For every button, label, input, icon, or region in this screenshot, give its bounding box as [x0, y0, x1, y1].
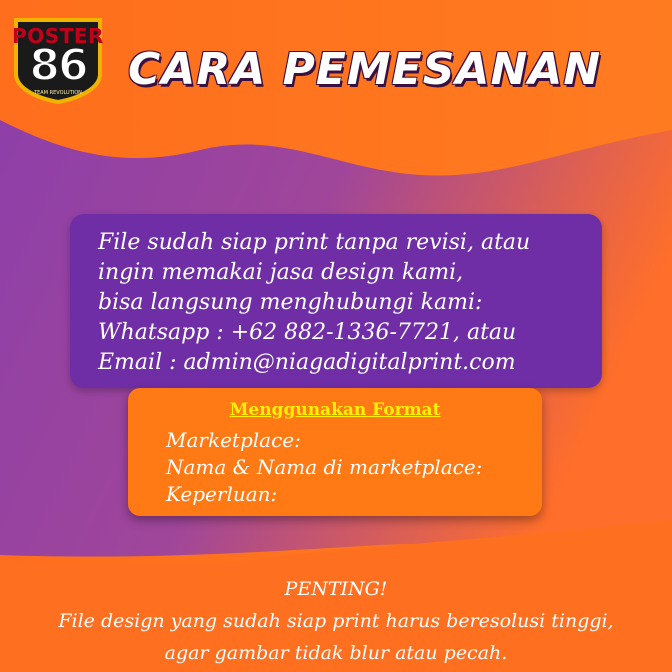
- info-line: ingin memakai jasa design kami,: [98, 260, 464, 285]
- poster-86-logo: [8, 14, 108, 104]
- info-box: [70, 214, 602, 388]
- logo-number: 86: [29, 40, 87, 91]
- format-field-nama: Nama & Nama di marketplace:: [166, 455, 483, 479]
- email-line: Email : admin@niagadigitalprint.com: [98, 350, 516, 375]
- info-line: File sudah siap print tanpa revisi, atau: [98, 230, 531, 255]
- page-title: CARA PEMESANAN: [128, 44, 602, 95]
- whatsapp-line: Whatsapp : +62 882-1336-7721, atau: [98, 320, 517, 345]
- footer-line: agar gambar tidak blur atau pecah.: [164, 642, 508, 664]
- info-line: bisa langsung menghubungi kami:: [98, 290, 483, 315]
- logo-top-text: POSTER: [12, 24, 104, 48]
- logo-small-text: TEAM REVOLUTION: [34, 90, 82, 96]
- format-field-keperluan: Keperluan:: [166, 482, 278, 506]
- format-box: [128, 388, 542, 516]
- footer-label: PENTING!: [284, 578, 388, 600]
- format-heading: Menggunakan Format: [229, 400, 441, 420]
- format-field-marketplace: Marketplace:: [166, 428, 301, 452]
- footer-line: File design yang sudah siap print harus beresolusi tinggi,: [58, 610, 614, 632]
